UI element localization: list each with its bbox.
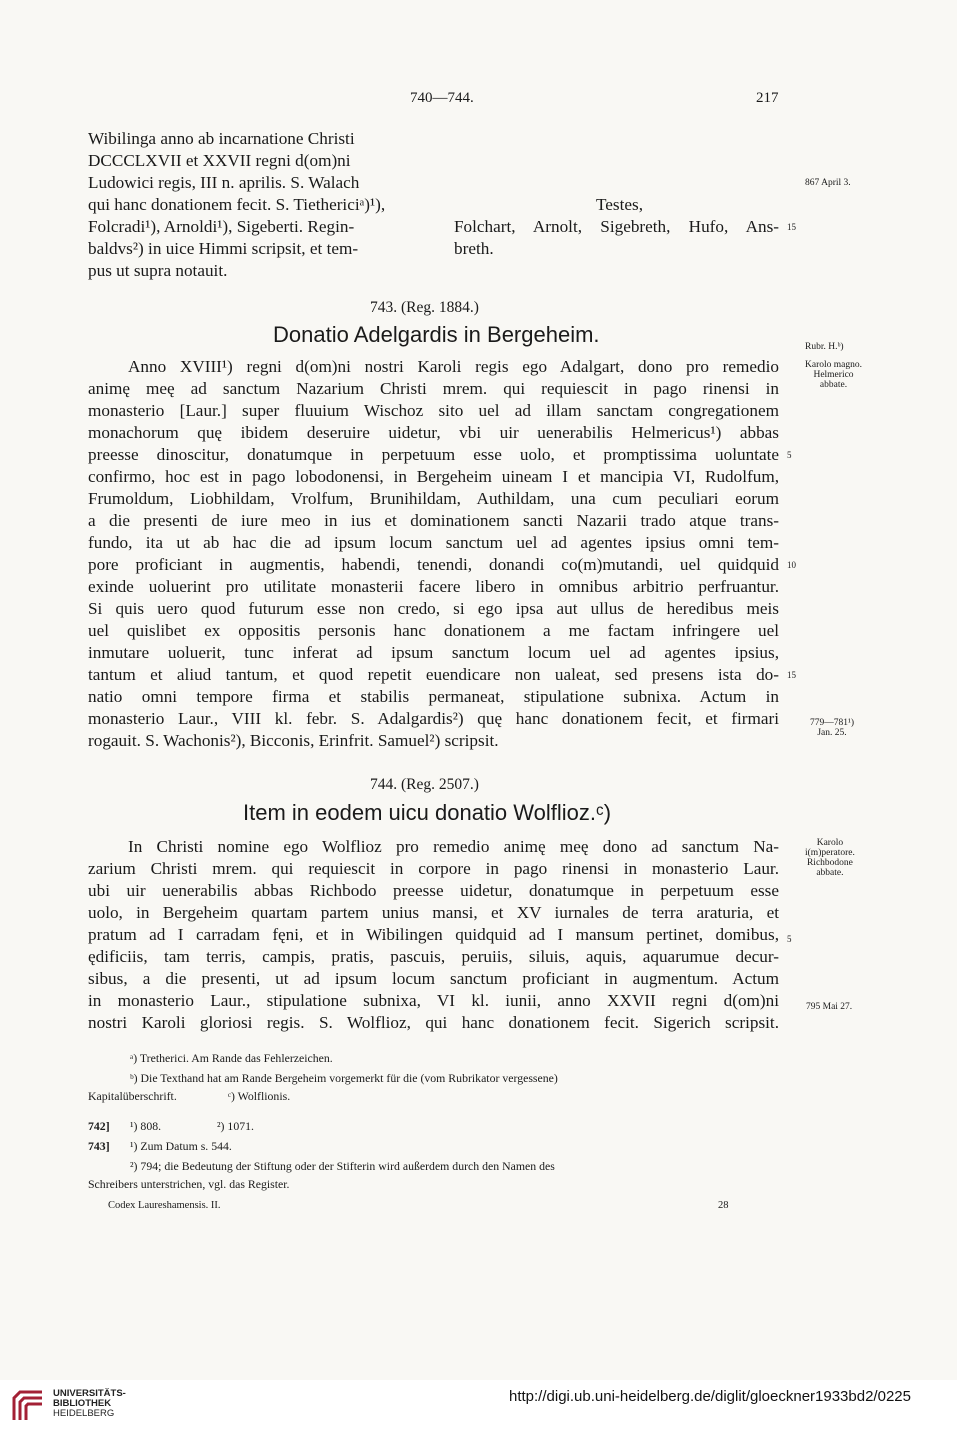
note-742-2: ²) 1071. (217, 1119, 254, 1133)
text-line: in monasterio Laur., stipulatione subnixa, VI kl. iunii, anno XXVII regni d(om)ni (88, 991, 779, 1010)
text-line: monasterio [Laur.] super fluuium Wischoz sito uel ad illam sanctam congregationem (88, 401, 779, 420)
margin-line: 779—781¹) (810, 718, 855, 728)
text-line: zarium Christi mrem. qui requiescit in corpore in pago rinensi in monasterio Laur. (88, 859, 779, 878)
text-line: DCCCLXVII et XXVII regni d(om)ni (88, 151, 351, 170)
line-number: 5 (787, 450, 792, 460)
footnote-a: ᵃ) Tretherici. Am Rande das Fehlerzeichen. (130, 1051, 333, 1065)
margin-line: Jan. 25. (817, 728, 847, 738)
witnesses-names: Folchart, Arnolt, Sigebreth, Hufo, Ans- (454, 217, 779, 236)
margin-line: abbate. (819, 380, 848, 390)
text-line: ędificiis, tam terris, campis, pratis, pascuis, peruiis, siluis, aquis, aquarumue decur- (88, 947, 779, 966)
margin-line: Karolo (816, 838, 844, 848)
margin-date-743 (810, 718, 854, 738)
text-line: animę meę ad sanctum Nazarium Christi mrem. qui requiescit in pago rinensi in (88, 379, 779, 398)
note-742-1: ¹) 808. (130, 1119, 162, 1133)
text-line: rogauit. S. Wachonis²), Bicconis, Erinfrit. Samuel²) scripsit. (88, 731, 499, 750)
charter-744-heading: 744. (Reg. 2507.) (370, 776, 479, 793)
signature-right: 28 (718, 1200, 729, 1211)
text-line: ubi uir uenerabilis abbas Richbodo preesse uidetur, donatumque in perpetuum esse (88, 881, 779, 900)
charter-743-title: Donatio Adelgardis in Bergeheim. (273, 322, 600, 347)
page-number: 217 (756, 90, 779, 106)
footnote-b: ᵇ) Die Texthand hat am Rande Bergeheim vorgemerkt für die (vom Rubrikator vergessene) (130, 1071, 558, 1085)
charter-744-title: Item in eodem uicu donatio Wolflioz.ᶜ) (243, 800, 612, 825)
footnote-c: ᶜ) Wolflionis. (228, 1089, 291, 1103)
margin-line: i(m)peratore. (805, 848, 855, 858)
line-number: 15 (787, 670, 796, 680)
text-line: Si quis uero quod futurum esse non credo, si ego ipsa aut ullus de heredibus meis (88, 599, 779, 618)
library-line: BIBLIOTHEK (53, 1398, 112, 1409)
text-line: sibus, a die presenti, ut ad ipsum locum sanctum proficiant in augmentum. Actum (88, 969, 779, 988)
margin-line: Richbodone (806, 858, 853, 868)
margin-date-742: 867 April 3. (805, 178, 851, 188)
text-line: pore proficiant in augmentis, habendi, tenendi, donandi co(m)mutandi, uel quidquid (88, 555, 779, 574)
page-url-link[interactable]: http://digi.ub.uni-heidelberg.de/diglit/gloeckner1933bd2/0225 (509, 1388, 911, 1405)
text-line: baldvs²) in uice Himmi scripsit, et tem- (88, 239, 359, 258)
text-line: uolo, in Bergeheim quartam partem unius mansi, et XV iurnales de terra araturia, et (88, 903, 779, 922)
margin-line: abbate. (816, 868, 844, 878)
text-line: Folcradi¹), Arnoldi¹), Sigeberti. Regin- (88, 217, 355, 236)
witnesses-label: Testes, (596, 195, 644, 214)
note-742-label: 742] (88, 1119, 110, 1133)
margin-note-743 (805, 360, 862, 390)
library-line: HEIDELBERG (53, 1408, 115, 1419)
library-line: UNIVERSITÄTS- (53, 1388, 126, 1399)
text-line: tantum et aliud tantum, et quod repetit euendicare non ualeat, sed presens ista do- (88, 665, 779, 684)
margin-line: Karolo magno. (805, 360, 862, 370)
line-number: 10 (787, 560, 796, 570)
line-number: 15 (787, 222, 796, 232)
text-line: monachorum quę ibidem deseruire uidetur, vbi uir uenerabilis Helmericus¹) abbas (88, 423, 779, 442)
witnesses-names-end: breth. (454, 239, 494, 258)
text-line: nostri Karoli gloriosi regis. S. Wolflioz, qui hanc donationem fecit. Sigerich scripsit. (88, 1013, 779, 1032)
text-line: pus ut supra notauit. (88, 261, 228, 280)
note-743-label: 743] (88, 1139, 110, 1153)
margin-date-744: 795 Mai 27. (806, 1002, 853, 1012)
text-line: Anno XVIII¹) regni d(om)ni nostri Karoli regis ego Adalgart, dono pro remedio (128, 357, 779, 376)
margin-line: Helmerico (813, 370, 854, 380)
text-line: fundo, ita ut ab hac die ad ipsum locum sanctum uel ad agentes ipsius omni tem- (88, 533, 779, 552)
text-line: natio omni tempore firma et stabilis permaneat, stipulatione subnixa. Actum in (88, 687, 779, 706)
note-743-2-cont: Schreibers unterstrichen, vgl. das Register. (88, 1177, 290, 1191)
margin-rubr: Rubr. H.ᵇ) (805, 342, 844, 352)
text-line: Ludowici regis, III n. aprilis. S. Walach (88, 173, 360, 192)
text-line: qui hanc donationem fecit. S. Tiethericiᵃ)¹), (88, 195, 386, 214)
text-line: preesse dinoscitur, donatumque in perpetuum esse uolo, et promptissima uoluntate (88, 445, 779, 464)
text-line: Wibilinga anno ab incarnatione Christi (88, 129, 355, 148)
note-743-1: ¹) Zum Datum s. 544. (130, 1139, 232, 1153)
signature-left: Codex Laureshamensis. II. (108, 1200, 221, 1211)
text-line: In Christi nomine ego Wolflioz pro remedio animę meę dono ad sanctum Na- (128, 837, 779, 856)
line-number: 5 (787, 934, 792, 944)
text-line: pratum ad I carradam fęni, et in Wibilingen quidquid ad I mansum pertinet, domibus, (88, 925, 779, 944)
margin-note-744 (805, 838, 855, 878)
text-line: exinde uoluerint pro utilitate monasterii facere libero in omnibus arbitrio perfruantur. (88, 577, 779, 596)
text-line: Frumoldum, Liobhildam, Vrolfum, Brunihildam, Authildam, una cum peculiari eorum (88, 489, 779, 508)
charter-743-heading: 743. (Reg. 1884.) (370, 299, 479, 316)
library-logo-icon (10, 1388, 46, 1424)
footnote-b-cont: Kapitalüberschrift. (88, 1089, 177, 1103)
running-head: 740—744. (410, 90, 474, 106)
library-footer (0, 1380, 957, 1443)
text-line: inmutare uoluerit, tunc inferat ad ipsum sanctum locum uel ad agentes ipsius, (88, 643, 779, 662)
library-name (53, 1389, 126, 1419)
note-743-2: ²) 794; die Bedeutung der Stiftung oder der Stifterin wird außerdem durch den Namen des (130, 1159, 555, 1173)
text-line: uel quislibet ex oppositis personis hanc donationem a me factam infringere uel (88, 621, 779, 640)
text-line: monasterio Laur., VIII kl. febr. S. Adalgardis²) quę hanc donationem fecit, et firmari (88, 709, 779, 728)
text-line: a die presenti de iure meo in ius et dominationem sancti Nazarii trado atque trans- (88, 511, 779, 530)
text-line: confirmo, hoc est in pago lobodonensi, in Bergeheim uineam I et mancipia VI, Rudolfum, (88, 467, 779, 486)
